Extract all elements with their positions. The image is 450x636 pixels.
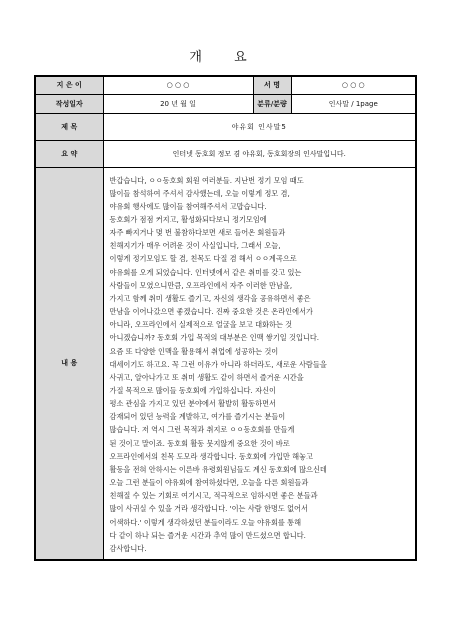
content-line: 된 것이고 말이죠. 동호회 활동 뭇지않게 중요한 것이 바로: [109, 438, 290, 448]
summary-label: 요 약: [35, 140, 103, 167]
content-line: 반갑습니다, ㅇㅇ동호회 회원 여러분들. 지난번 정기 모임 때도: [109, 175, 304, 185]
page-title: 개 요: [189, 50, 261, 65]
content-line: 사람들이 모였으니만큼, 오프라인에서 자주 이러한 만남을,: [109, 280, 293, 290]
category-value: 인사말 / 1page: [291, 94, 416, 113]
content-line: 야유회를 오게 되었습니다. 인터넷에서 같은 취미를 갖고 있는: [109, 267, 302, 277]
content-line: 오프라인에서의 친목 도모라 생각합니다. 동호회에 가입만 해놓고: [109, 451, 313, 461]
content-line: 친해질 수 있는 기회로 여기시고, 적극적으로 임하시면 좋은 분들과: [109, 491, 318, 501]
content-line: 감사합니다.: [109, 543, 147, 553]
content-line: 감재되어 있던 능력을 계발하고, 여가를 즐기시는 분들이: [109, 412, 286, 422]
content-line: 활동을 전혀 안하시는 이른바 유령회원님들도 계신 동호회에 많으신데: [109, 464, 327, 474]
content-line: 대세이기도 하고요. 꼭 그런 이유가 아니라 하더라도, 새로운 사람들을: [109, 359, 327, 369]
row-summary: [35, 140, 416, 167]
content-line: 자주 빠지거나 몇 번 불참하다보면 새로 들어온 회원들과: [109, 228, 286, 238]
date-label: 작성일자: [35, 94, 103, 113]
content-line: 사귀고, 알아나가고 또 취미 생활도 같이 하면서 즐거운 시간을: [109, 372, 304, 382]
signature-value: ○ ○ ○: [291, 76, 416, 94]
summary-value: 인터넷 동호회 정모 겸 야유회, 동호회장의 인사말입니다.: [103, 140, 416, 167]
content-line: 이렇게 정기모임도 할 겸, 친목도 다질 겸 해서 ㅇㅇ계곡으로: [109, 254, 297, 264]
content-line: 평소 관심을 가지고 있던 분야에서 활발히 활동하면서: [109, 399, 276, 409]
content-line: 어색하다.' 이렇게 생각하셨던 분들이라도 오늘 야유회를 통해: [109, 517, 302, 527]
subject-label: 제 목: [35, 113, 103, 140]
content-lines: [110, 174, 410, 556]
subject-value: 야유회 인사말5: [103, 113, 416, 140]
date-value: 20 년 월 일: [103, 94, 253, 113]
content-line: 많습니다. 저 역시 그런 목적과 취지로 ㅇㅇ동호회를 만들게: [109, 425, 295, 435]
signature-label: 서 명: [253, 76, 291, 94]
content-line: 야유회 행사에도 많이들 참여해주셔서 고맙습니다.: [109, 201, 267, 211]
content-line: 오늘 그런 분들이 야유회에 참여하셨다면, 오늘을 다른 회원들과: [109, 478, 309, 488]
author-label: 지 은 이: [35, 76, 103, 94]
summary-form-table: [34, 75, 417, 561]
content-line: 많이들 참석하여 주셔서 감사했는데, 오늘 이렇게 정모 겸,: [109, 188, 290, 198]
author-value: ○ ○ ○: [103, 76, 253, 94]
content-line: 다 같이 하나 되는 즐거운 시간과 추억 많이 만드셨으면 합니다.: [109, 530, 306, 540]
row-content: [35, 167, 416, 560]
content-line: 친해지기가 매우 어려운 것이 사실입니다, 그래서 오늘,: [109, 241, 281, 251]
content-label: 내 용: [35, 167, 103, 560]
content-line: 아니라, 오프라인에서 실제적으로 얼굴을 보고 대화하는 것: [109, 320, 293, 330]
content-line: 가지고 함께 취미 생활도 즐기고, 자신의 생각을 공유하면서 좋은: [109, 293, 311, 303]
content-body: [103, 167, 416, 560]
content-line: 아니겠습니까? 동호회 가입 목적의 대부분은 인맥 쌓기일 것입니다.: [109, 333, 320, 343]
content-line: 요즘 또 다양한 인맥을 활용해서 취업에 성공하는 것이: [109, 346, 279, 356]
category-label: 분류/분량: [253, 94, 291, 113]
row-subject: [35, 113, 416, 140]
content-line: 가질 목적으로 많이들 동호회에 가입하십니다. 자신이: [109, 386, 276, 395]
content-line: 많이 사귀실 수 있을 거라 생각합니다. '이는 사람 한명도 없어서: [109, 504, 308, 514]
row-date: [35, 94, 416, 113]
row-author: [35, 76, 416, 94]
content-line: 만남을 이어나갔으면 좋겠습니다. 진짜 중요한 것은 온라인에서가: [109, 307, 313, 317]
content-line: 동호회가 점점 커지고, 활성화되다보니 정기모임에: [109, 214, 267, 224]
